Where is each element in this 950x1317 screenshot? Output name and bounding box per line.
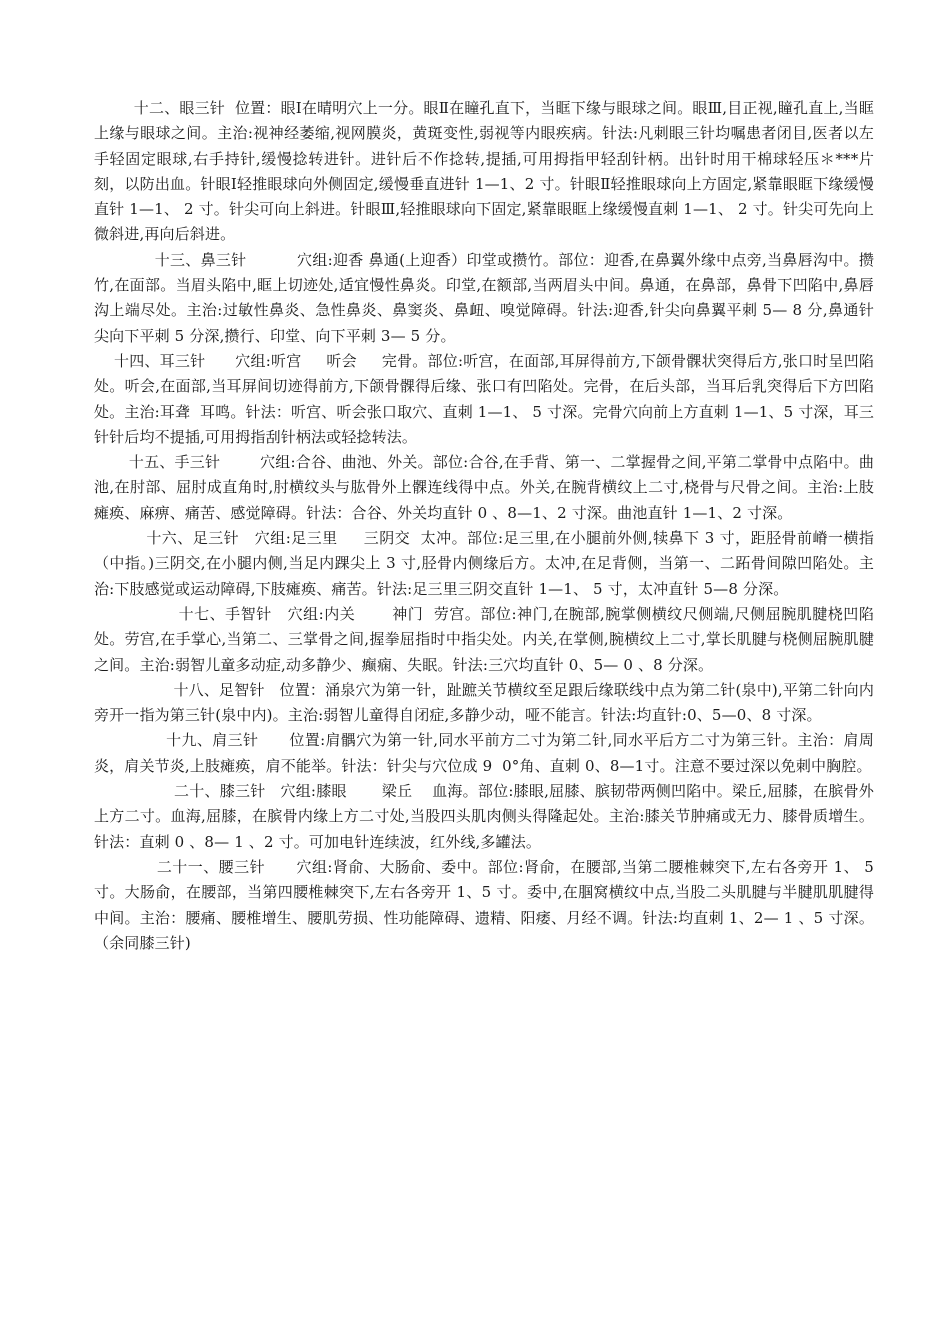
paragraph-hand-three-needles: 十五、手三针 穴组:合谷、曲池、外关。部位:合谷,在手背、第一、二掌握骨之间,平第二掌骨中点陷中。曲池,在肘部、屈肘成直角时,肘横纹头与肱骨外上髁连线得中点。外关,在腕背横纹上二寸,桡骨与尺骨之间。主治:上肢瘫痪、麻痹、痛苦、感觉障碍。针法：合谷、外关均直针 0 、8—1、2 寸深。曲池直针 1—1、2 寸深。 xyxy=(94,453,874,522)
paragraph-ear-three-needles: 十四、耳三针 穴组:听宫 听会 完骨。部位:听宫，在面部,耳屏得前方,下颌骨髁状突得后方,张口时呈凹陷处。听会,在面部,当耳屏间切迹得前方,下颌骨髁得后缘、张口有凹陷处。完骨，在后头部，当耳后乳突得后下方凹陷处。主治:耳聋 耳鸣。针法：听宫、听会张口取穴、直刺 1—1、 5 寸深。完骨穴向前上方直刺 1—1、5 寸深，耳三针针后均不提插,可用拇指刮针柄法或轻捻转法。 xyxy=(94,351,874,446)
paragraph-foot-three-needles: 十六、足三针 穴组:足三里 三阴交 太冲。部位:足三里,在小腿前外侧,犊鼻下 3 寸，距胫骨前嵴一横指（中指。)三阴交,在小腿内侧,当足内踝尖上 3 寸,胫骨内侧缘后方。太冲,在足背侧，当第一、二跖骨间隙凹陷处。主治:下肢感觉或运动障碍,下肢瘫痪、痛苦。针法:足三里三阴交直针 1—1、 5 寸，太冲直针 5—8 分深。 xyxy=(94,529,875,598)
paragraph-knee-three-needles: 二十、膝三针 穴组:膝眼 梁丘 血海。部位:膝眼,屈膝、膑韧带两侧凹陷中。梁丘,屈膝，在膑骨外上方二寸。血海,屈膝，在膑骨内缘上方二寸处,当股四头肌肉侧头得隆起处。主治:膝关节肿痛或无力、膝骨质增生。针法：直刺 0 、8— 1 、2 寸。可加电针连续波，红外线,多罐法。 xyxy=(94,782,874,851)
paragraph-hand-intelligence-needles: 十七、手智针 穴组:内关 神门 劳宫。部位:神门,在腕部,腕掌侧横纹尺侧端,尺侧屈腕肌腱桡凹陷处。劳宫,在手掌心,当第二、三掌骨之间,握拳屈指时中指尖处。内关,在掌侧,腕横纹上二寸,掌长肌腱与桡侧屈腕肌腱之间。主治:弱智儿童多动症,动多静少、癫痫、失眠。针法:三穴均直针 0、5— 0 、8 分深。 xyxy=(94,604,874,674)
document-body xyxy=(94,96,879,956)
paragraph-foot-intelligence-needles: 十八、足智针 位置：涌泉穴为第一针，趾蹠关节横纹至足跟后缘联线中点为第二针(泉中),平第二针向内旁开一指为第三针(泉中内)。主治:弱智儿童得自闭症,多静少动，哑不能言。针法:均直针:0、5—0、8 寸深。 xyxy=(94,680,874,725)
paragraph-nose-three-needles: 十三、鼻三针 穴组:迎香 鼻通(上迎香）印堂或攒竹。部位：迎香,在鼻翼外缘中点旁,当鼻唇沟中。攒竹,在面部。当眉头陷中,眶上切迹处,适宜慢性鼻炎。印堂,在额部,当两眉头中间。鼻通，在鼻部，鼻骨下凹陷中,鼻唇沟上端尽处。主治:过敏性鼻炎、急性鼻炎、鼻窦炎、鼻衄、嗅觉障碍。针法:迎香,针尖向鼻翼平刺 5— 8 分,鼻通针尖向下平刺 5 分深,攒行、印堂、向下平刺 3— 5 分。 xyxy=(94,250,874,345)
paragraph-shoulder-three-needles: 十九、肩三针 位置:肩髃穴为第一针,同水平前方二寸为第二针,同水平后方二寸为第三针。主治：肩周炎，肩关节炎,上肢瘫痪，肩不能举。针法：针尖与穴位成 9 0°角、直刺 0、8—1寸。注意不要过深以免刺中胸腔。 xyxy=(94,731,874,775)
paragraph-eye-three-needles: 十二、眼三针 位置：眼Ⅰ在晴明穴上一分。眼Ⅱ在瞳孔直下，当眶下缘与眼球之间。眼Ⅲ,目正视,瞳孔直上,当眶上缘与眼球之间。主治:视神经萎缩,视网膜炎，黄斑变性,弱视等内眼疾病。针法:凡刺眼三针均嘱患者闭目,医者以左手轻固定眼球,右手持针,缓慢捻转进针。进针后不作捻转,提插,可用拇指甲轻刮针柄。出针时用干棉球轻压＊***片刻，以防出血。针眼Ⅰ轻推眼球向外侧固定,缓慢垂直进针 1—1、2 寸。针眼Ⅱ轻推眼球向上方固定,紧靠眼眶下缘缓慢直针 1—1、 2 寸。针尖可向上斜进。针眼Ⅲ,轻推眼球向下固定,紧靠眼眶上缘缓慢直刺 1—1、 2 寸。针尖可先向上微斜进,再向后斜进。 xyxy=(94,99,874,244)
paragraph-waist-three-needles: 二十一、腰三针 穴组:肾俞、大肠俞、委中。部位:肾俞，在腰部,当第二腰椎棘突下,左右各旁开 1、 5 寸。大肠俞，在腰部，当第四腰椎棘突下,左右各旁开 1、5 寸。委中,在腘窝横纹中点,当股二头肌腱与半腱肌肌腱得中间。主治：腰痛、腰椎增生、腰肌劳损、性功能障碍、遗精、阳痿、月经不调。针法:均直刺 1、2— 1 、5 寸深。（余同膝三针) xyxy=(94,857,879,952)
